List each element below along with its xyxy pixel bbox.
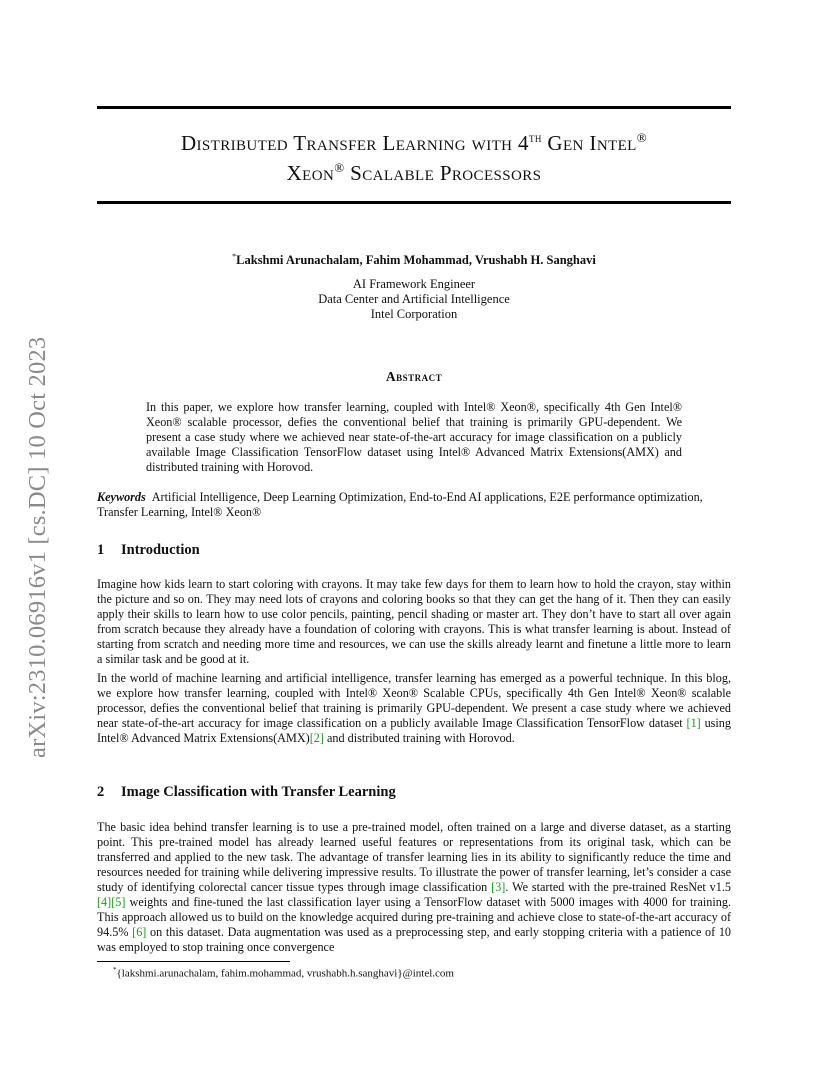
section-number: 1	[97, 542, 105, 558]
section-title: Introduction	[121, 542, 200, 558]
citation-link[interactable]: [2]	[309, 731, 324, 745]
footnote-emails: {lakshmi.arunachalam, fahim.mohammad, vrushabh.h.sanghavi}@intel.com	[116, 967, 454, 980]
title-part: Scalable Processors	[344, 161, 542, 185]
title-registered-mark: ®	[334, 160, 345, 175]
affiliation	[97, 277, 731, 322]
arxiv-identifier-sidebar	[24, 288, 52, 758]
section-heading-image-classification	[97, 784, 731, 801]
title-part: Distributed Transfer Learning with 4	[180, 131, 529, 155]
abstract-heading: Abstract	[385, 369, 443, 384]
citation-link[interactable]: [3]	[491, 880, 506, 894]
paragraph-text: and distributed training with Horovod.	[323, 731, 515, 745]
citation-link[interactable]: [5]	[111, 895, 126, 909]
section-heading-introduction	[97, 542, 731, 559]
footnote-rule	[97, 961, 290, 962]
abstract-text: In this paper, we explore how transfer learning, coupled with Intel® Xeon®, specifically 4th Gen Intel® Xeon® scalable processor, defies the conventional belief that training is primarily GPU-dependent. We present a case study where we achieved near state-of-the-art accuracy for image classification on a publicly available Image Classification TensorFlow dataset using Intel® Advanced Matrix Extensions(AMX) and distributed training with Horovod.	[146, 400, 682, 474]
arxiv-identifier: arXiv:2310.06916v1 [cs.DC] 10 Oct 2023	[24, 336, 51, 758]
intro-paragraph-1: Imagine how kids learn to start coloring with crayons. It may take few days for them to learn how to hold the crayon, stay within the picture and so on. They may need lots of crayons and coloring books so that they can get the hang of it. Then they can easily apply their skills to learn how to use color pencils, painting, pencil shading or master art. They don’t have to start all over again from scratch because they already have a foundation of coloring with crayons. This is what transfer learning is about. Instead of starting from scratch and needing more time and resources, we can use the skills already learnt and finetune a little more to learn a similar task and be good at it.	[97, 577, 731, 666]
section-title: Image Classification with Transfer Learning	[121, 784, 396, 800]
author-company: Intel Corporation	[370, 307, 458, 321]
title-part: Gen Intel	[541, 131, 637, 155]
author-footnote-marker: *	[232, 252, 237, 261]
intro-paragraph-2	[97, 671, 731, 746]
paragraph-text: using Intel® Advanced Matrix Extensions(AMX)	[97, 716, 731, 745]
keywords-label: Keywords	[97, 490, 146, 504]
footnote	[113, 963, 454, 981]
title-registered-mark: ®	[636, 130, 648, 145]
paragraph-text: weights and fine-tuned the last classification layer using a TensorFlow dataset with 5000 images with 4000 for training. This approach allowed us to build on the knowledge acquired during pre-training and achieve close to state-of-the-art accuracy of 94.5%	[97, 895, 731, 939]
section-number: 2	[97, 784, 105, 800]
paragraph-text: on this dataset. Data augmentation was used as a preprocessing step, and early stopping criteria with a patience of 10 was employed to stop training once convergence	[97, 925, 732, 954]
citation-link[interactable]: [4]	[97, 895, 112, 909]
title-rule-top	[97, 106, 731, 109]
author-department: Data Center and Artificial Intelligence	[318, 292, 510, 306]
keywords-block	[97, 490, 731, 520]
author-names: Lakshmi Arunachalam, Fahim Mohammad, Vrushabh H. Sanghavi	[236, 253, 596, 268]
keywords-text: Artificial Intelligence, Deep Learning Optimization, End-to-End AI applications, E2E performance optimization, Transfer Learning, Intel® Xeon®	[97, 490, 703, 519]
author-role: AI Framework Engineer	[352, 277, 476, 291]
title-part: Xeon	[286, 161, 335, 185]
paragraph-text: In the world of machine learning and artificial intelligence, transfer learning has emerged as a powerful technique. In this blog, we explore how transfer learning, coupled with Intel® Xeon® Scalable CPUs, specifically 4th Gen Intel® Xeon® scalable processor, defies the conventional belief that training is primarily GPU-dependent. We present a case study where we achieved near state-of-the-art accuracy for image classification on a publicly available Image Classification TensorFlow dataset	[97, 671, 731, 730]
title-superscript: th	[528, 130, 542, 145]
paragraph-text: . We started with the pre-trained ResNet v1.5	[505, 880, 732, 894]
author-list	[97, 249, 731, 268]
footnote-marker: *	[113, 966, 117, 974]
citation-link[interactable]: [1]	[686, 716, 701, 730]
paragraph-text: The basic idea behind transfer learning is to use a pre-trained model, often trained on a large and diverse dataset, as a starting point. This pre-trained model has already learned useful features or representations from its original task, which can be transferred and applied to the new task. The advantage of transfer learning lies in its ability to significantly reduce the time and resources needed for training while delivering impressive results. To illustrate the power of transfer learning, let’s consider a case study of identifying colorectal cancer tissue types through image classification	[97, 820, 731, 894]
paper-title	[97, 128, 731, 188]
title-rule-bottom	[97, 201, 731, 204]
citation-link[interactable]: [6]	[132, 925, 147, 939]
section2-paragraph-1	[97, 820, 731, 955]
